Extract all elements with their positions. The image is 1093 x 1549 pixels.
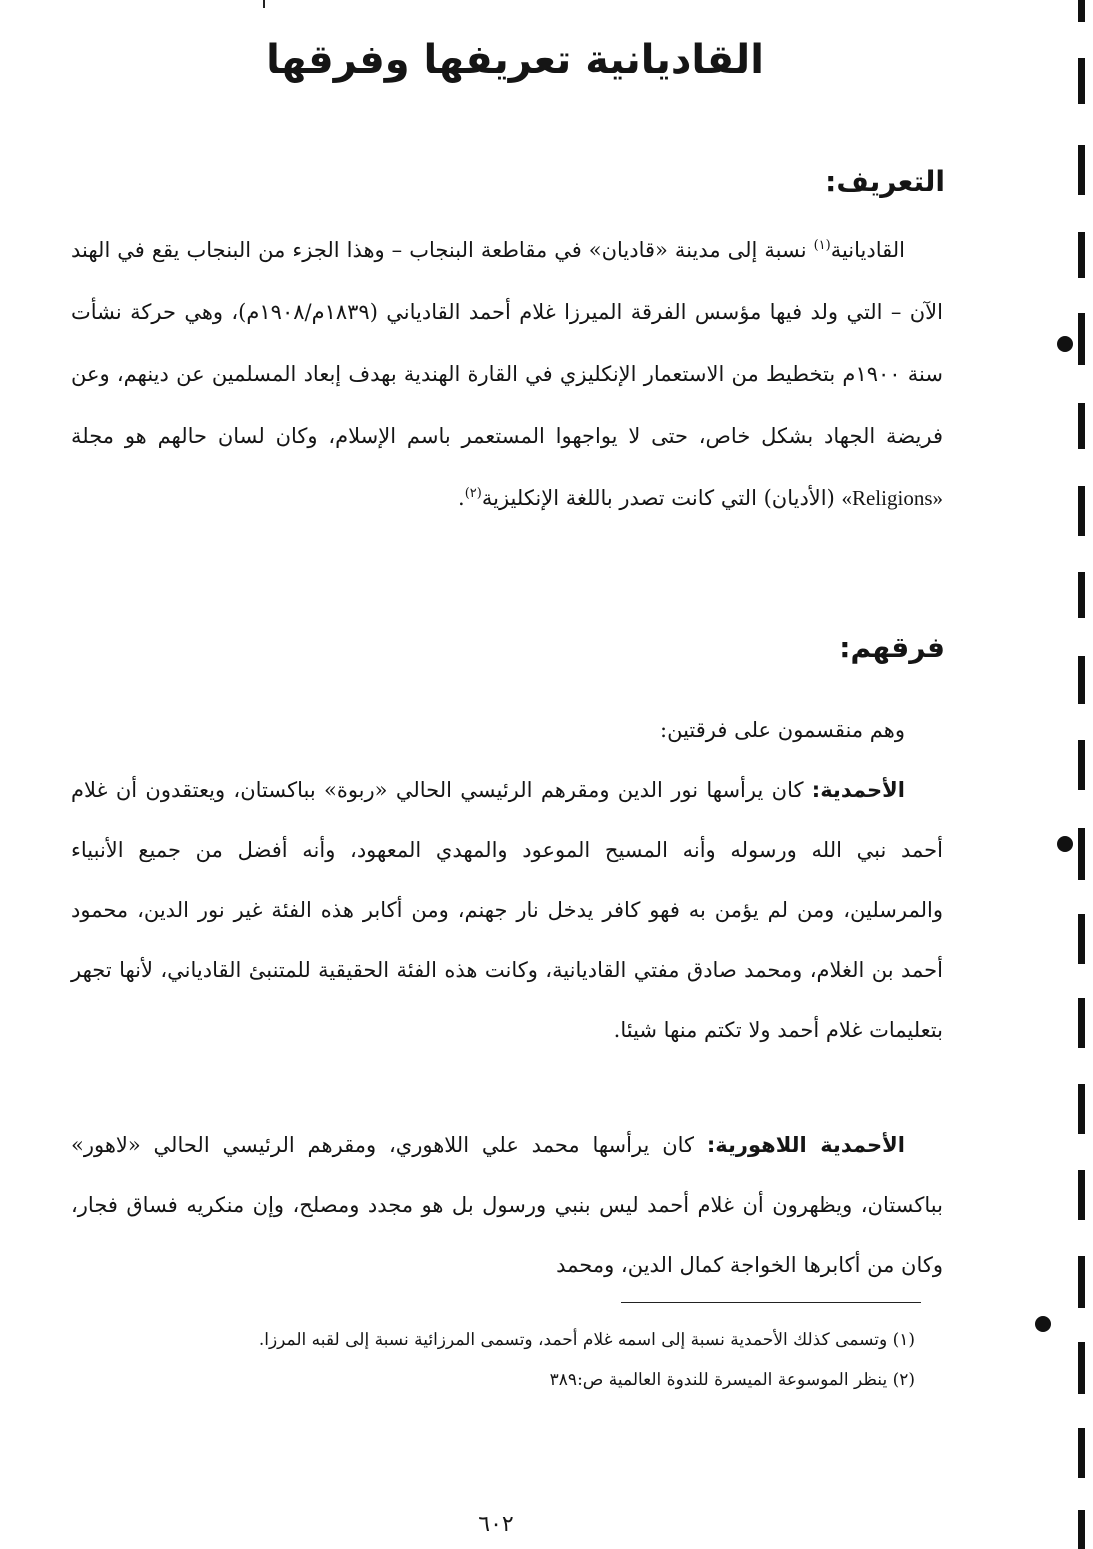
binder-hole xyxy=(1078,486,1085,536)
binder-dot xyxy=(1057,336,1073,352)
page-title: القاديانية تعريفها وفرقها xyxy=(266,37,764,83)
definition-paragraph-end: (الأديان) التي كانت تصدر باللغة الإنكليزية xyxy=(481,486,842,510)
binder-hole xyxy=(1078,656,1085,704)
definition-paragraph-tail: . xyxy=(458,486,465,510)
sects-intro: وهم منقسمون على فرقتين: xyxy=(660,718,905,742)
journal-name: «Religions» xyxy=(841,486,943,510)
footnote-ref-2: (٢) xyxy=(464,486,482,501)
definition-paragraph-body: نسبة إلى مدينة «قاديان» في مقاطعة البنجاب – وهذا الجزء من البنجاب يقع في الهند الآن – التي ولد فيها مؤسس الفرقة الميرزا غلام أحمد القادياني (١٨٣٩م/١٩٠٨م)، وهي حركة نشأت سنة ١٩٠٠م بتخطيط من الاستعمار الإنكليزي في القارة الهندية بهدف إبعاد المسلمين عن دينهم، وعن فريضة الجهاد بشكل خاص، حتى لا يواجهوا المستعمر باسم الإسلام، وكان لسان حالهم هو مجلة xyxy=(71,238,943,448)
lahori-section xyxy=(71,1115,943,1295)
binder-hole xyxy=(1078,998,1085,1048)
lahori-text: كان يرأسها محمد علي اللاهوري، ومقرهم الرئيسي الحالي «لاهور» بباكستان، ويظهرون أن غلام أحمد ليس بنبي ورسول بل هو مجدد ومصلح، وإن منكريه فساق فجار، وكان من أكابرها الخواجة كمال الدين، ومحمد xyxy=(71,1133,943,1277)
binder-edge xyxy=(1053,0,1093,1549)
footnote-1: (١) وتسمى كذلك الأحمدية نسبة إلى اسمه غلام أحمد، وتسمى المرزائية نسبة إلى لقبه المرزا. xyxy=(258,1330,915,1350)
binder-hole xyxy=(1078,1510,1085,1549)
binder-dot xyxy=(1035,1316,1051,1332)
binder-hole xyxy=(1078,740,1085,790)
binder-hole xyxy=(1078,403,1085,449)
binder-hole xyxy=(1078,1256,1085,1308)
binder-hole xyxy=(1078,1170,1085,1220)
sects-heading: فرقهم: xyxy=(839,631,945,664)
ahmadiyya-term: الأحمدية: xyxy=(811,778,905,802)
definition-paragraph-start: القاديانية xyxy=(830,238,905,262)
footnote-divider xyxy=(621,1302,921,1303)
page-number: ٦٠٢ xyxy=(478,1512,514,1537)
binder-hole xyxy=(1078,828,1085,880)
binder-hole xyxy=(1078,1342,1085,1394)
binder-hole xyxy=(1078,914,1085,964)
binder-hole xyxy=(1078,1084,1085,1134)
binder-hole xyxy=(1078,58,1085,104)
binder-hole xyxy=(1078,572,1085,618)
lahori-paragraph xyxy=(71,1115,943,1295)
ahmadiyya-text: كان يرأسها نور الدين ومقرهم الرئيسي الحالي «ربوة» بباكستان، ويعتقدون أن غلام أحمد نبي الله ورسوله وأنه المسيح الموعود والمهدي المعهود، وأنه أفضل من جميع الأنبياء والمرسلين، ومن لم يؤمن به فهو كافر يدخل نار جهنم، ومن أكابر هذه الفئة غير نور الدين، محمود أحمد بن الغلام، ومحمد صادق مفتي القاديانية، وكانت هذه الفئة الحقيقية للمتنبئ القادياني، لأنها تجهر بتعليمات غلام أحمد ولا تكتم منها شيئا. xyxy=(71,778,943,1042)
ahmadiyya-paragraph xyxy=(71,760,943,1060)
binder-dot xyxy=(1057,836,1073,852)
sects-section xyxy=(71,700,943,1060)
binder-hole xyxy=(1078,0,1085,22)
binder-hole xyxy=(1078,232,1085,278)
scan-mark xyxy=(263,0,265,8)
footnotes xyxy=(115,1320,915,1400)
binder-hole xyxy=(1078,313,1085,365)
definition-heading: التعريف: xyxy=(825,165,945,198)
footnote-ref-1: (١) xyxy=(813,238,831,253)
definition-section xyxy=(71,219,943,529)
binder-hole xyxy=(1078,1428,1085,1478)
binder-hole xyxy=(1078,145,1085,195)
lahori-term: الأحمدية اللاهورية: xyxy=(706,1133,905,1157)
definition-paragraph xyxy=(71,219,943,529)
footnote-2: (٢) ينظر الموسوعة الميسرة للندوة العالمية ص:٣٨٩ xyxy=(549,1370,915,1390)
